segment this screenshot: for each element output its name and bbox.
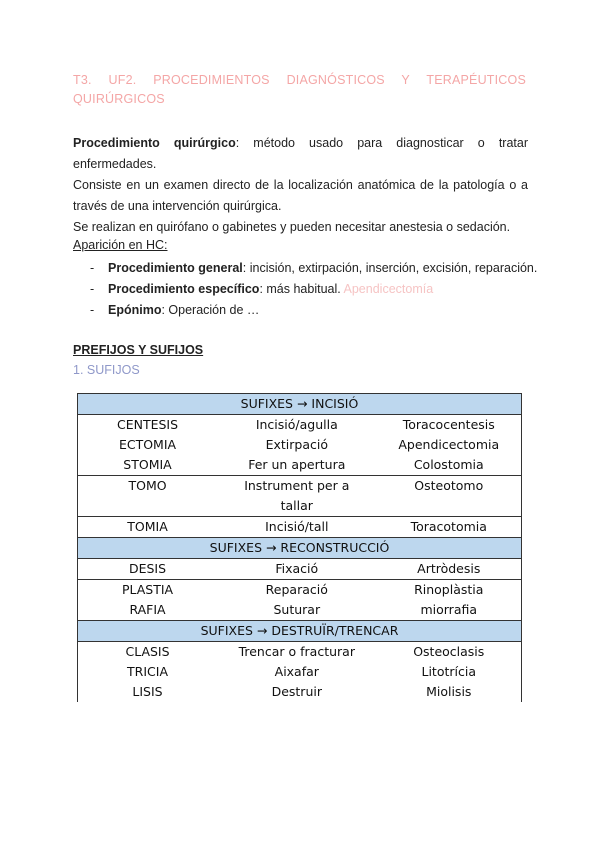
table-row: [78, 455, 522, 476]
example-cell: miorrafia: [420, 602, 478, 617]
prefijos-heading: PREFIJOS Y SUFIJOS: [73, 343, 204, 357]
section-header-cell: SUFIXES → INCISIÓ: [78, 394, 522, 415]
suffix-cell: LISIS: [132, 684, 163, 699]
item-term: Procedimiento general: [108, 261, 243, 275]
item-extra: Apendicectomía: [343, 282, 434, 296]
meaning-cell: Incisió/agulla: [217, 415, 376, 436]
meaning-cell: Fixació: [217, 559, 376, 580]
section-header-cell: SUFIXES → DESTRUÏR/TRENCAR: [78, 621, 522, 642]
list-item: [73, 300, 537, 321]
table-row: [78, 559, 522, 580]
intro-line-2: Consiste en un examen directo de la localización anatómica de la patología o a: [73, 178, 528, 192]
suffix-cell: TRICIA: [127, 664, 169, 679]
meaning-cell: Aixafar: [274, 664, 319, 679]
bullet-dash: -: [90, 303, 95, 317]
suffix-cell: PLASTIA: [78, 580, 218, 601]
intro-line-3: través de una intervención quirúrgica.: [73, 199, 282, 213]
suffix-cell: TOMO: [78, 476, 218, 517]
meaning-cell: Destruir: [271, 684, 322, 699]
list-item: [73, 279, 537, 300]
table-row: [78, 517, 522, 538]
meaning-cell: Suturar: [273, 602, 321, 617]
example-cell: Miolisis: [426, 684, 472, 699]
meaning-cell: Incisió/tall: [217, 517, 376, 538]
section-header-cell: SUFIXES → RECONSTRUCCIÓ: [78, 538, 522, 559]
item-text: : más habitual.: [259, 282, 344, 296]
table-row: [78, 435, 522, 455]
table-section-header: [78, 621, 522, 642]
table-row: [78, 580, 522, 601]
document-title: T3. UF2. PROCEDIMIENTOS DIAGNÓSTICOS Y TERAPÉUTICOS: [73, 73, 526, 87]
document-title-line2: QUIRÚRGICOS: [73, 92, 165, 106]
example-cell: Osteoclasis: [377, 642, 522, 663]
suffix-cell: CENTESIS: [78, 415, 218, 436]
suffix-cell: TOMIA: [78, 517, 218, 538]
intro-paragraph: [73, 133, 528, 238]
meaning-cell: Reparació: [217, 580, 376, 601]
table-row: [78, 642, 522, 663]
example-cell: Osteotomo: [377, 476, 522, 517]
table-row: [78, 415, 522, 436]
suffix-cell: STOMIA: [123, 457, 172, 472]
suffix-table: [77, 393, 522, 702]
intro-term: Procedimiento quirúrgico: [73, 136, 236, 150]
item-term: Procedimiento específico: [108, 282, 260, 296]
item-text: : Operación de …: [161, 303, 260, 317]
table-section-header: [78, 538, 522, 559]
table-section-header: [78, 394, 522, 415]
list-item: [73, 258, 537, 279]
example-cell: Toracotomia: [377, 517, 522, 538]
meaning-cell: Extirpació: [265, 437, 328, 452]
meaning-cell: Instrument per a tallar: [217, 476, 376, 517]
example-cell: Toracocentesis: [377, 415, 522, 436]
sufijos-subheading: 1. SUFIJOS: [73, 363, 140, 377]
bullet-dash: -: [90, 282, 95, 296]
example-cell: Rinoplàstia: [377, 580, 522, 601]
hc-list: [73, 258, 537, 321]
item-text: : incisión, extirpación, inserción, excisión, reparación.: [242, 261, 538, 275]
example-cell: Apendicectomia: [398, 437, 500, 452]
example-cell: Artròdesis: [377, 559, 522, 580]
intro-definition: : método usado para diagnosticar o tratar enfermedades.: [73, 136, 528, 171]
suffix-cell: DESIS: [78, 559, 218, 580]
intro-line-4: Se realizan en quirófano o gabinetes y pueden necesitar anestesia o sedación.: [73, 220, 511, 234]
example-cell: Litotrícia: [421, 664, 477, 679]
item-term: Epónimo: [108, 303, 162, 317]
table-row: [78, 476, 522, 517]
suffix-cell: RAFIA: [129, 602, 166, 617]
hc-heading: Aparición en HC:: [73, 238, 168, 252]
example-cell: Colostomia: [413, 457, 484, 472]
suffix-cell: ECTOMIA: [118, 437, 177, 452]
table-row: [78, 682, 522, 702]
table-row: [78, 662, 522, 682]
bullet-dash: -: [90, 261, 95, 275]
table-row: [78, 600, 522, 621]
meaning-cell: Trencar o fracturar: [217, 642, 376, 663]
meaning-cell: Fer un apertura: [248, 457, 346, 472]
suffix-cell: CLASIS: [78, 642, 218, 663]
